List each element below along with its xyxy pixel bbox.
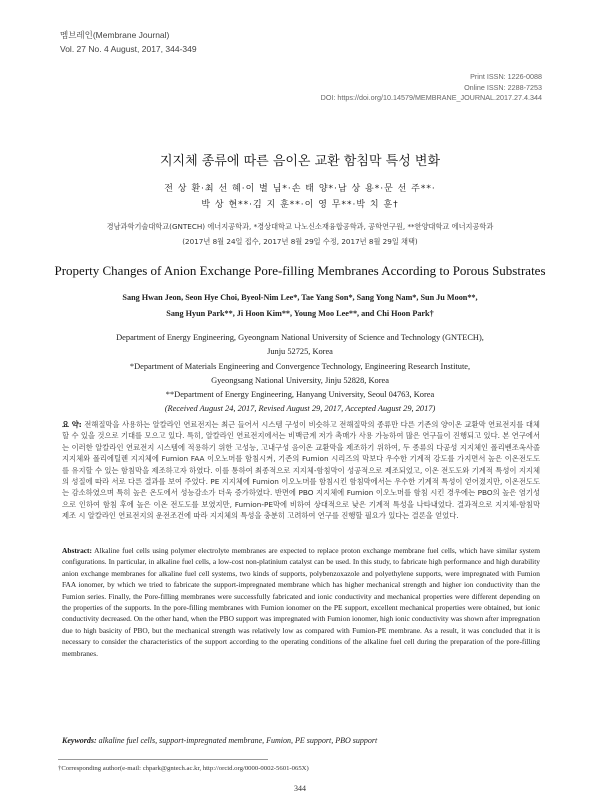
page-number: 344 [294, 784, 306, 793]
english-authors-line-2: Sang Hyun Park**, Ji Hoon Kim**, Young Moo Lee**, and Chi Hoon Park† [166, 309, 434, 318]
affiliation-1b: Junju 52725, Korea [267, 347, 333, 356]
footnote-rule [58, 759, 268, 760]
english-abstract [62, 545, 540, 659]
issn-block [321, 72, 542, 104]
korean-affiliation: 경남과학기술대학교(GNTECH) 에너지공학과, *경상대학교 나노신소재융합공학과, 공학연구원, **한양대학교 에너지공학과 [106, 222, 494, 231]
korean-dates: (2017년 8월 24일 접수, 2017년 8월 29일 수정, 2017년 8월 29일 채택) [182, 237, 418, 246]
print-issn: Print ISSN: 1226-0088 [470, 72, 542, 81]
keywords-label: Keywords: [62, 736, 97, 745]
affiliation-1a: Department of Energy Engineering, Gyeongnam National University of Science and Technology (GNTECH), [116, 333, 484, 342]
online-issn: Online ISSN: 2288-7253 [464, 82, 542, 92]
english-title: Property Changes of Anion Exchange Pore-filling Membranes According to Porous Substrates [54, 263, 546, 278]
english-authors-line-1: Sang Hwan Jeon, Seon Hye Choi, Byeol-Nim Lee*, Tae Yang Son*, Sang Yong Nam*, Sun Ju Moon**, [122, 293, 478, 302]
journal-name: 멤브레인(Membrane Journal) [60, 30, 170, 40]
english-abstract-label: Abstract: [62, 546, 92, 555]
journal-volume: Vol. 27 No. 4 August, 2017, 344-349 [60, 44, 197, 54]
korean-authors-line-1: 전 상 환·최 선 혜·이 별 님*·손 태 양*·남 상 용*·문 선 주**· [164, 184, 436, 194]
korean-authors-line-2: 박 상 현**·김 지 훈**·이 영 무**·박 치 훈† [201, 200, 399, 210]
korean-abstract [62, 419, 540, 522]
affiliation-2a: *Department of Materials Engineering and Convergence Technology, Engineering Research Institute, [129, 362, 471, 371]
affiliation-3: **Department of Energy Engineering, Hanyang University, Seoul 04763, Korea [165, 390, 435, 399]
korean-abstract-label: 요 약: [62, 420, 82, 429]
corresponding-author-footnote: †Corresponding author(e-mail: chpark@gntech.ac.kr, http://orcid.org/0000-0002-5601-065X) [58, 765, 309, 772]
doi-link[interactable]: DOI: https://doi.org/10.14579/MEMBRANE_JOURNAL.2017.27.4.344 [320, 93, 542, 102]
keywords-text: alkaline fuel cells, support-impregnated membrane, Fumion, PE support, PBO support [98, 736, 378, 745]
received-dates: (Received August 24, 2017, Revised August 29, 2017, Accepted August 29, 2017) [164, 404, 436, 413]
journal-header [60, 28, 197, 56]
keywords [62, 736, 377, 745]
korean-abstract-text: 전해질막을 사용하는 알칼라인 연료전지는 최근 들어서 시스템 구성이 비슷하고 전해질막의 종류만 다른 기존의 양이온 교환막 연료전지를 대체할 수 있을 것으로 기대를 모으고 있다. 특히, 알칼라인 연료전지에서는 비백금계 저가 촉매가 사용 가능하여 많은 연구들이 진행되고 있다. 본 연구에서는 이러한 알칼라인 연료전지 시스템에 적용하기 위한 고성능, 고내구성 음이온 교환막을 제조하기 위하여, 두 종류의 다공성 지지체인 폴리벤조옥사졸 지지체와 폴리에틸렌 지지체에 Fumion FAA 이오노머를 함침시켜, 기존의 Fumion 시리즈의 막보다 우수한 기계적 강도를 가지면서 높은 이온전도도를 유지할 수 있는 함침막을 제조하고자 하였다. 이를 통하여 최종적으로 지지체-함침막이 성공적으로 제조되었고, 이온 전도도와 기계적 특성이 지지체의 성질에 따라 서로 다른 결과를 보여 주었다. PE 지지체에 Fumion 이오노머를 함침시킨 함침막에서는 우수한 기계적 특성이 얻어졌지만, 이온전도도는 감소하였으며 특히 높은 온도에서 성능감소가 더욱 증가하였다. 반면에 PBO 지지체에 Fumion 이오노머를 함침 시킨 경우에는 PBO의 높은 염기성으로 인하여 함침 후에 높은 이온 전도도를 보였지만, Fumion-PE막에 비하여 상대적으로 낮은 기계적 특성을 나타내었다. 결과적으로 지지체-함침막 제조 시 알칼라인 연료전지의 운전조건에 따라 지지체의 특성을 충분히 고려하여 연구를 진행할 필요가 있다는 결론을 얻었다. [62, 420, 540, 521]
english-abstract-text: Alkaline fuel cells using polymer electrolyte membranes are expected to replace proton exchange membrane fuel cells, which have similar system configurations. In particular, in alkaline fuel cells, a low-cost non-platinium catalyst can be used. In this study, to fabricate high performance and high durability anion exchange membranes for alkaline fuel cell systems, two kinds of supports, polybenzoxazole and polyethylene supports, were impregnated with Fumion FAA ionomer, by which we tried to fabricate the support-impregnated membrane which has higher mechanical strength and higher ion conductivity than the Fumion series. Finally, the Pore-filling membranes were successfully fabricated and ionic conductivity and mechanical properties were different depending on the properties of the supports. In the pore-filling membranes with Fumion ionomer on the PE support, excellent mechanical properties were obtained, but ionic conductivity decreased. On the other hand, when the PBO support was impregnated with Fumion ionomer, high ionic conductivity was shown after impregnation due to high basicity of PBO, but the mechanical strength was relatively low as compared with Fumion-PE membrane. As a result, it was concluded that it is necessary to consider the characteristics of the support according to the operating conditions of the alkaline fuel cell during the preparation of the pore-filling membranes. [62, 546, 540, 658]
korean-title: 지지체 종류에 따른 음이온 교환 함침막 특성 변화 [159, 154, 441, 169]
affiliation-2b: Gyeongsang National University, Jinju 52828, Korea [211, 376, 389, 385]
